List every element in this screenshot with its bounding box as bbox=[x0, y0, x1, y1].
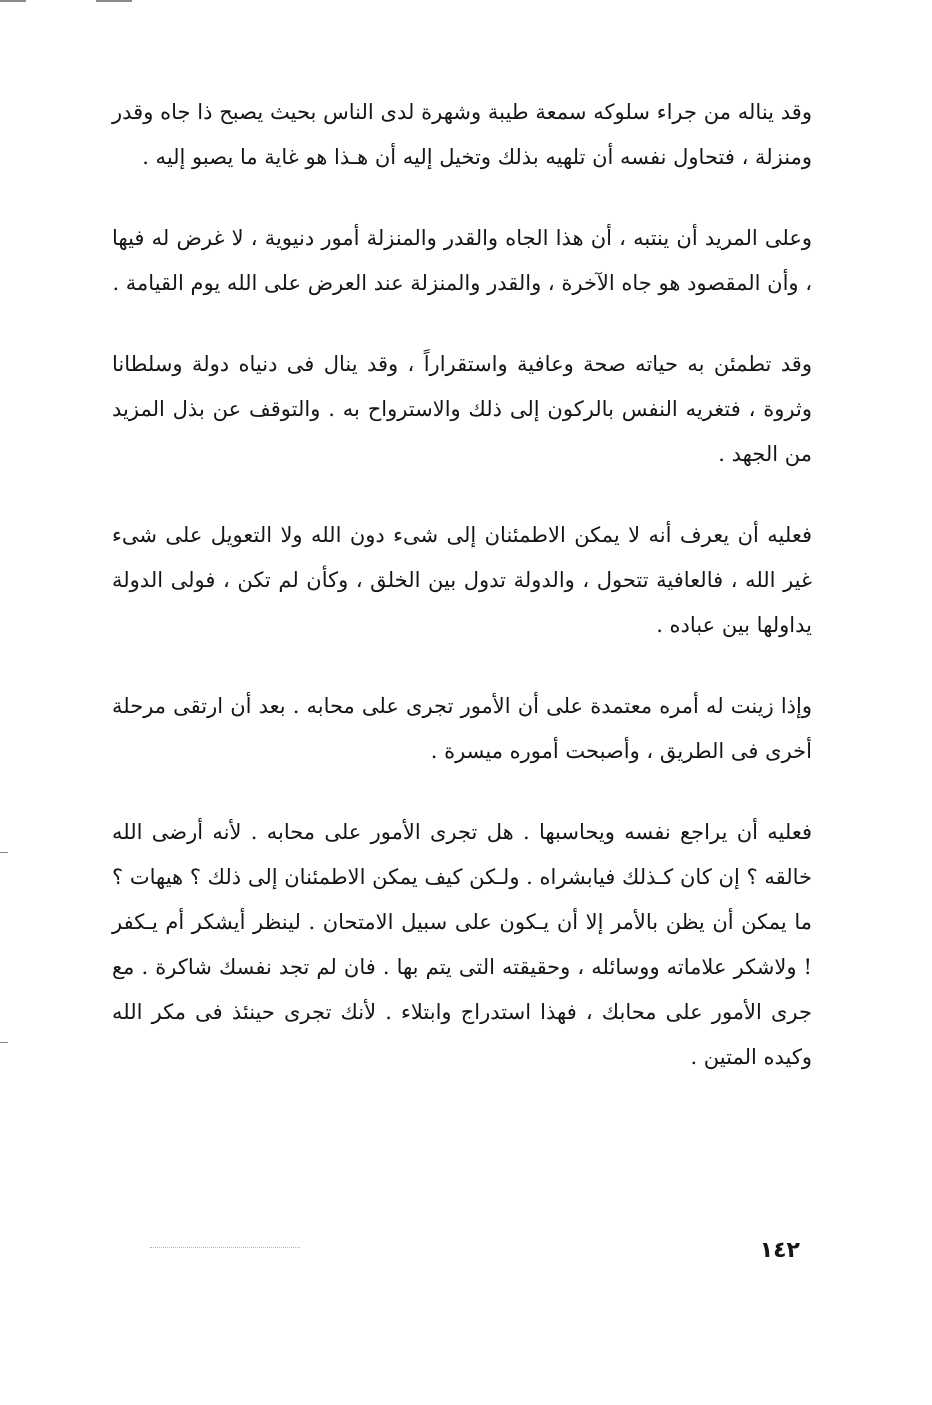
scan-edge-mark bbox=[96, 0, 132, 2]
body-text bbox=[112, 90, 812, 1116]
footer-dotted-rule bbox=[150, 1247, 300, 1248]
paragraph: وعلى المريد أن ينتبه ، أن هذا الجاه والقدر والمنزلة أمور دنيوية ، لا غرض له فيها ، وأن المقصود هو جاه الآخرة ، والقدر والمنزلة عند العرض على الله يوم القيامة . bbox=[112, 226, 812, 295]
scan-margin-mark bbox=[0, 852, 8, 853]
page-number: ١٤٢ bbox=[759, 1238, 800, 1263]
scan-edge-mark bbox=[0, 0, 26, 2]
paragraph: فعليه أن يعرف أنه لا يمكن الاطمئنان إلى شىء دون الله ولا التعويل على شىء غير الله ، فالعافية تتحول ، والدولة تدول بين الخلق ، وكأن لم تكن ، فولى الدولة يداولها بين عباده . bbox=[112, 523, 812, 637]
paragraph: وإذا زينت له أمره معتمدة على أن الأمور تجرى على محابه . بعد أن ارتقى مرحلة أخرى فى الطريق ، وأصبحت أموره ميسرة . bbox=[112, 694, 812, 763]
scan-margin-mark bbox=[0, 1042, 8, 1043]
paragraph: وقد يناله من جراء سلوكه سمعة طيبة وشهرة لدى الناس بحيث يصبح ذا جاه وقدر ومنزلة ، فتحاول نفسه أن تلهيه بذلك وتخيل إليه أن هـذا هو غاية ما يصبو إليه . bbox=[112, 100, 812, 169]
paragraph: فعليه أن يراجع نفسه ويحاسبها . هل تجرى الأمور على محابه . لأنه أرضى الله خالقه ؟ إن كان كـذلك فيابشراه . ولـكن كيف يمكن الاطمئنان إلى ذلك ؟ هيهات ؟ ما يمكن أن يظن بالأمر إلا أن يـكون على سبيل الامتحان . لينظر أيشكر أم يـكفر ! ولاشكر علاماته ووسائله ، وحقيقته التى يتم بها . فان لم تجد نفسك شاكرة . مع جرى الأمور على محابك ، فهذا استدراج وابتلاء . لأنك تجرى حينئذ فى مكر الله وكيده المتين . bbox=[112, 820, 812, 1069]
paragraph: وقد تطمئن به حياته صحة وعافية واستقراراً ، وقد ينال فى دنياه دولة وسلطانا وثروة ، فتغريه النفس بالركون إلى ذلك والاسترواح به . والتوقف عن بذل المزيد من الجهد . bbox=[112, 352, 812, 466]
